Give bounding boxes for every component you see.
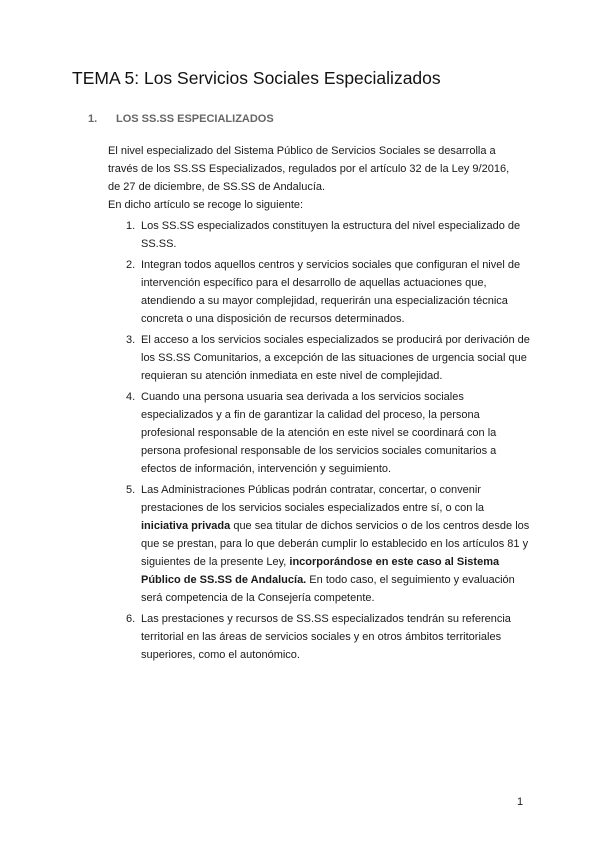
list-item-number: 4. [126,391,136,403]
list-item-number: 2. [126,259,136,271]
page-title: TEMA 5: Los Servicios Sociales Especializados [72,68,441,88]
numbered-list [108,217,533,664]
list-item-text-part: que sea titular de dichos servicios o de los centros desde los que se prestan, para lo que deberán cumplir lo establecido en los artículos 81 y siguientes de la presente Ley, [141,520,530,568]
list-item [108,610,533,664]
page-number: 1 [517,796,524,808]
section-title: LOS SS.SS ESPECIALIZADOS [116,113,274,125]
list-item-text: Los SS.SS especializados constituyen la estructura del nivel especializado de SS.SS. [141,220,521,250]
list-item [108,331,533,385]
list-item-text [141,484,529,604]
list-item [108,388,533,478]
intro-line: de 27 de diciembre, de SS.SS de Andalucía. [108,181,326,193]
list-item-text-part: Las Administraciones Públicas podrán contratar, concertar, o convenir prestaciones de los servicios sociales especializados entre sí, o con la [141,484,485,514]
list-item [108,256,533,328]
section-heading [88,113,274,125]
list-item-text: Integran todos aquellos centros y servicios sociales que configuran el nivel de intervención específico para el desarrollo de aquellas actuaciones que, atendiendo a su mayor complejidad, requerirán una especialización técnica concreta o una disposición de recursos determinados. [141,259,521,325]
intro-line: través de los SS.SS Especializados, regulados por el artículo 32 de la Ley 9/2016, [108,163,510,175]
list-item [108,217,533,253]
list-item [108,481,533,607]
bold-phrase: iniciativa privada [141,520,231,532]
list-item-text: Las prestaciones y recursos de SS.SS especializados tendrán su referencia territorial en las áreas de servicios sociales y en otros ámbitos territoriales superiores, como el autonómico. [141,613,511,661]
list-item-text: El acceso a los servicios sociales especializados se producirá por derivación de los SS.SS Comunitarios, a excepción de las situaciones de urgencia social que requieran su atención inmediata en este nivel de complejidad. [141,334,530,382]
list-item-text-part: En todo caso, el seguimiento y evaluación será competencia de la Consejería competente. [141,574,515,604]
section-number: 1. [88,113,98,125]
intro-paragraph [108,142,533,214]
bold-phrase: incorporándose en este caso al Sistema Público de SS.SS de Andalucía. [141,556,500,586]
document-body [108,142,533,667]
list-item-text: Cuando una persona usuaria sea derivada a los servicios sociales especializados y a fin de garantizar la calidad del proceso, la persona profesional responsable de la atención en este nivel se coordinará con la persona profesional responsable de los servicios sociales comunitarios a efectos de información, intervención y seguimiento. [141,391,497,475]
list-item-number: 5. [126,484,136,496]
intro-line: El nivel especializado del Sistema Público de Servicios Sociales se desarrolla a [108,145,496,157]
intro-line: En dicho artículo se recoge lo siguiente: [108,199,304,211]
list-item-number: 1. [126,220,136,232]
list-item-number: 3. [126,334,136,346]
list-item-number: 6. [126,613,136,625]
